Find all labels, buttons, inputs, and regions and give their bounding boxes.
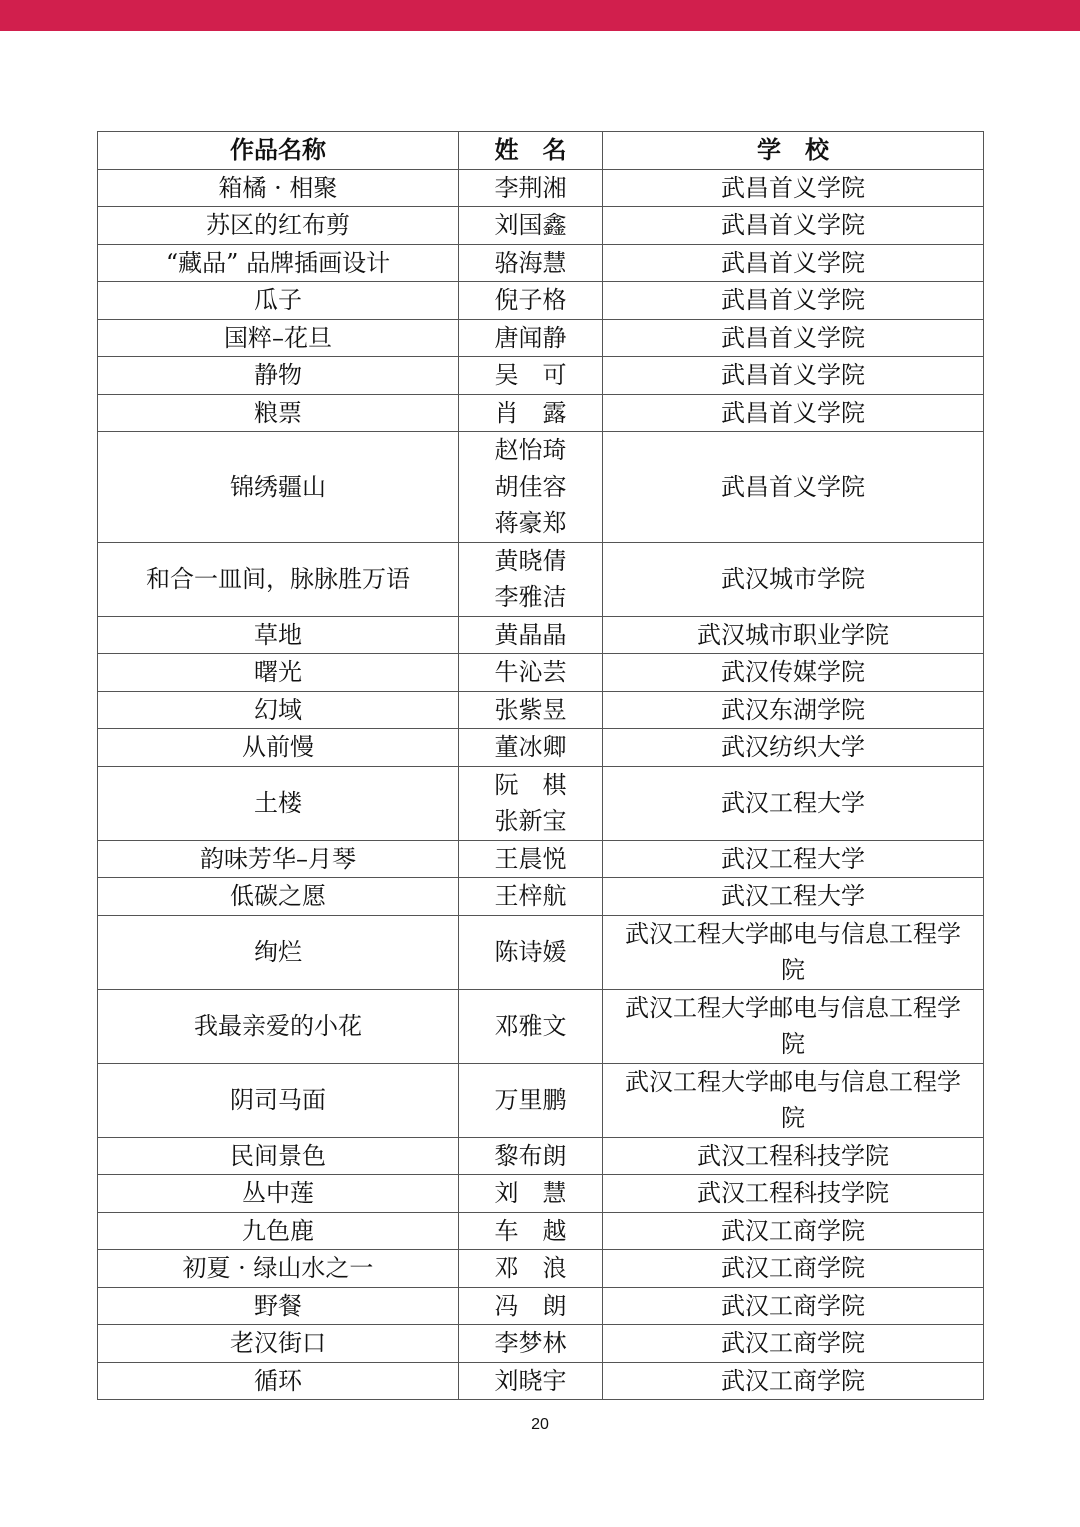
work-title-cell: 低碳之愿 bbox=[98, 878, 459, 916]
table-row bbox=[98, 244, 984, 282]
student-name-cell bbox=[459, 282, 603, 320]
school-cell: 武昌首义学院 bbox=[603, 282, 984, 320]
top-accent-bar bbox=[0, 0, 1080, 31]
award-table bbox=[97, 131, 984, 1400]
student-name: 邓 浪 bbox=[494, 1254, 567, 1282]
school-cell: 武汉工程大学 bbox=[603, 766, 984, 840]
work-title-cell: 瓜子 bbox=[98, 282, 459, 320]
work-title-cell: 曙光 bbox=[98, 654, 459, 692]
table-row bbox=[98, 1362, 984, 1400]
table-row bbox=[98, 432, 984, 543]
school-cell: 武昌首义学院 bbox=[603, 244, 984, 282]
work-title-cell: 初夏 · 绿山水之一 bbox=[98, 1250, 459, 1288]
table-body bbox=[98, 169, 984, 1400]
school-cell: 武汉城市职业学院 bbox=[603, 616, 984, 654]
student-name-cell bbox=[459, 878, 603, 916]
table-row bbox=[98, 169, 984, 207]
work-title-cell: 民间景色 bbox=[98, 1137, 459, 1175]
table-row bbox=[98, 989, 984, 1063]
student-name-cell bbox=[459, 616, 603, 654]
school-cell: 武汉工程科技学院 bbox=[603, 1175, 984, 1213]
student-name: 万里鹏 bbox=[494, 1085, 567, 1114]
student-name-cell bbox=[459, 691, 603, 729]
student-name-cell bbox=[459, 989, 603, 1063]
student-name: 吴 可 bbox=[494, 361, 567, 389]
work-title-cell: 粮票 bbox=[98, 394, 459, 432]
student-name: 胡佳容 bbox=[494, 472, 567, 501]
page-number: 20 bbox=[531, 1416, 549, 1433]
student-name-cell bbox=[459, 766, 603, 840]
work-title-cell: 从前慢 bbox=[98, 729, 459, 767]
work-title-cell: 静物 bbox=[98, 357, 459, 395]
work-title-cell: 草地 bbox=[98, 616, 459, 654]
school-cell: 武汉工商学院 bbox=[603, 1250, 984, 1288]
work-title-cell: 阴司马面 bbox=[98, 1063, 459, 1137]
school-cell: 武汉工商学院 bbox=[603, 1287, 984, 1325]
student-name: 张新宝 bbox=[494, 807, 567, 835]
school-cell: 武昌首义学院 bbox=[603, 432, 984, 543]
school-cell: 武汉工商学院 bbox=[603, 1212, 984, 1250]
table-row bbox=[98, 1212, 984, 1250]
student-name-cell bbox=[459, 319, 603, 357]
school-cell: 武汉工程科技学院 bbox=[603, 1137, 984, 1175]
school-cell: 武汉工程大学邮电与信息工程学院 bbox=[603, 989, 984, 1063]
table-row bbox=[98, 729, 984, 767]
student-name-cell bbox=[459, 1250, 603, 1288]
table-row bbox=[98, 207, 984, 245]
table-row bbox=[98, 357, 984, 395]
student-name-cell bbox=[459, 1063, 603, 1137]
work-title-cell: 老汉街口 bbox=[98, 1325, 459, 1363]
student-name: 董冰卿 bbox=[494, 733, 567, 761]
work-title-cell: 丛中莲 bbox=[98, 1175, 459, 1213]
student-name: 刘国鑫 bbox=[494, 211, 567, 239]
table-row bbox=[98, 1063, 984, 1137]
work-title-cell: 九色鹿 bbox=[98, 1212, 459, 1250]
work-title-cell: 循环 bbox=[98, 1362, 459, 1400]
school-cell: 武昌首义学院 bbox=[603, 207, 984, 245]
table-row bbox=[98, 319, 984, 357]
student-name: 骆海慧 bbox=[494, 248, 567, 277]
student-name: 蒋豪郑 bbox=[494, 509, 567, 537]
school-cell: 武汉工商学院 bbox=[603, 1325, 984, 1363]
work-title-cell: 锦绣疆山 bbox=[98, 432, 459, 543]
school-cell: 武汉东湖学院 bbox=[603, 691, 984, 729]
table-row bbox=[98, 1250, 984, 1288]
student-name: 李荆湘 bbox=[494, 173, 567, 202]
student-name: 黎布朗 bbox=[494, 1141, 567, 1170]
school-cell: 武汉纺织大学 bbox=[603, 729, 984, 767]
work-title-cell: “藏品” 品牌插画设计 bbox=[98, 244, 459, 282]
work-title-cell: 和合一皿间，脉脉胜万语 bbox=[98, 542, 459, 616]
work-title-cell: 野餐 bbox=[98, 1287, 459, 1325]
student-name: 刘 慧 bbox=[494, 1179, 567, 1207]
table-row bbox=[98, 766, 984, 840]
student-name-cell bbox=[459, 1362, 603, 1400]
student-name-cell bbox=[459, 542, 603, 616]
student-name: 黄晶晶 bbox=[494, 620, 567, 649]
student-name: 阮 棋 bbox=[494, 770, 567, 799]
student-name-cell bbox=[459, 840, 603, 878]
student-name: 陈诗媛 bbox=[494, 937, 567, 966]
student-name: 李梦林 bbox=[494, 1329, 567, 1357]
student-name-cell bbox=[459, 169, 603, 207]
student-name: 倪子格 bbox=[494, 286, 567, 314]
student-name: 肖 露 bbox=[494, 398, 567, 427]
table-row bbox=[98, 654, 984, 692]
student-name-cell bbox=[459, 357, 603, 395]
student-name-cell bbox=[459, 244, 603, 282]
table-row bbox=[98, 878, 984, 916]
student-name-cell bbox=[459, 1137, 603, 1175]
table-row bbox=[98, 1137, 984, 1175]
work-title-cell: 土楼 bbox=[98, 766, 459, 840]
work-title-cell: 我最亲爱的小花 bbox=[98, 989, 459, 1063]
student-name-cell bbox=[459, 207, 603, 245]
table-row bbox=[98, 282, 984, 320]
table-row bbox=[98, 542, 984, 616]
student-name: 张紫昱 bbox=[494, 695, 567, 724]
header-work-title: 作品名称 bbox=[98, 132, 459, 170]
school-cell: 武昌首义学院 bbox=[603, 394, 984, 432]
school-cell: 武汉工程大学邮电与信息工程学院 bbox=[603, 915, 984, 989]
table-row bbox=[98, 915, 984, 989]
work-title-cell: 绚烂 bbox=[98, 915, 459, 989]
work-title-cell: 苏区的红布剪 bbox=[98, 207, 459, 245]
student-name-cell bbox=[459, 1287, 603, 1325]
header-name: 姓 名 bbox=[459, 132, 603, 170]
work-title-cell: 国粹–花旦 bbox=[98, 319, 459, 357]
school-cell: 武汉工程大学邮电与信息工程学院 bbox=[603, 1063, 984, 1137]
table-row bbox=[98, 616, 984, 654]
student-name: 车 越 bbox=[494, 1216, 567, 1245]
school-cell: 武昌首义学院 bbox=[603, 169, 984, 207]
student-name-cell bbox=[459, 394, 603, 432]
work-title-cell: 箱橘 · 相聚 bbox=[98, 169, 459, 207]
school-cell: 武汉工程大学 bbox=[603, 878, 984, 916]
student-name: 唐闻静 bbox=[494, 323, 567, 352]
student-name: 黄晓倩 bbox=[494, 546, 567, 575]
school-cell: 武汉传媒学院 bbox=[603, 654, 984, 692]
header-school: 学 校 bbox=[603, 132, 984, 170]
table-row bbox=[98, 1287, 984, 1325]
table-row bbox=[98, 1175, 984, 1213]
table-row bbox=[98, 840, 984, 878]
student-name: 李雅洁 bbox=[494, 583, 567, 611]
table-row bbox=[98, 1325, 984, 1363]
work-title-cell: 韵味芳华–月琴 bbox=[98, 840, 459, 878]
student-name-cell bbox=[459, 1212, 603, 1250]
school-cell: 武汉城市学院 bbox=[603, 542, 984, 616]
student-name-cell bbox=[459, 654, 603, 692]
table-row bbox=[98, 394, 984, 432]
student-name: 赵怡琦 bbox=[494, 436, 567, 464]
student-name-cell bbox=[459, 729, 603, 767]
student-name-cell bbox=[459, 432, 603, 543]
school-cell: 武汉工商学院 bbox=[603, 1362, 984, 1400]
school-cell: 武昌首义学院 bbox=[603, 319, 984, 357]
student-name-cell bbox=[459, 1175, 603, 1213]
student-name: 王晨悦 bbox=[494, 844, 567, 873]
student-name: 牛沁芸 bbox=[494, 658, 567, 686]
student-name: 王梓航 bbox=[494, 882, 567, 910]
student-name-cell bbox=[459, 915, 603, 989]
student-name: 冯 朗 bbox=[494, 1291, 567, 1320]
work-title-cell: 幻域 bbox=[98, 691, 459, 729]
table-row bbox=[98, 691, 984, 729]
school-cell: 武昌首义学院 bbox=[603, 357, 984, 395]
school-cell: 武汉工程大学 bbox=[603, 840, 984, 878]
student-name: 邓雅文 bbox=[494, 1011, 567, 1040]
table-header-row bbox=[98, 132, 984, 170]
student-name-cell bbox=[459, 1325, 603, 1363]
student-name: 刘晓宇 bbox=[494, 1366, 567, 1395]
